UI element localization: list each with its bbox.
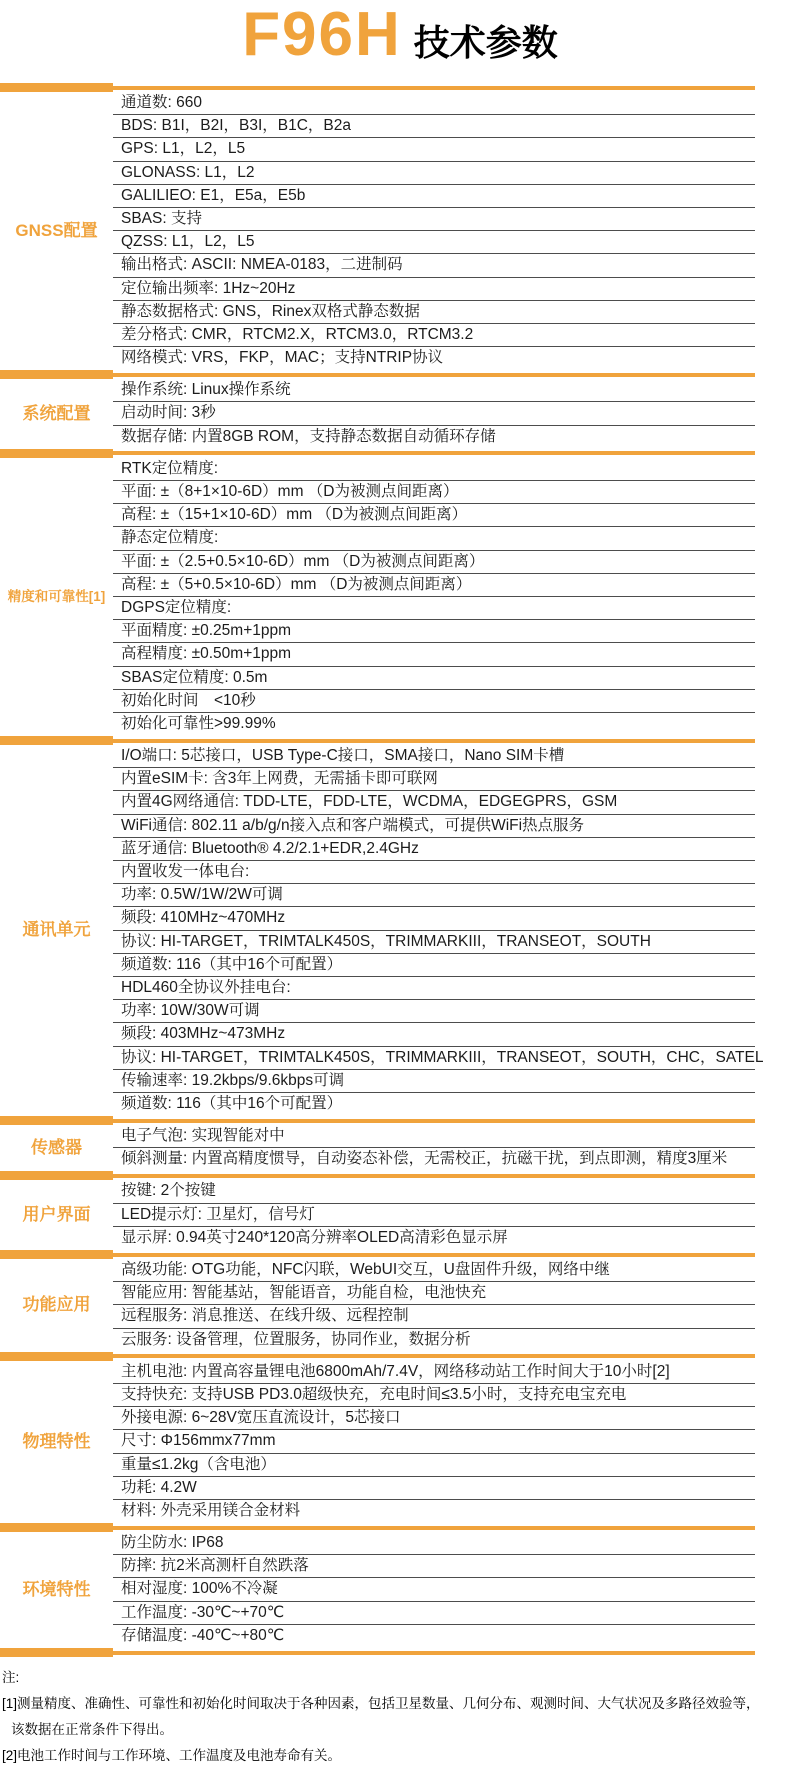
section-label: GNSS配置 xyxy=(15,220,98,240)
spec-row: 协议: HI-TARGET，TRIMTALK450S，TRIMMARKIII，TRANSEOT，SOUTH，CHC，SATEL xyxy=(113,1047,755,1070)
footnotes xyxy=(0,1657,800,1769)
spec-row: 数据存储: 内置8GB ROM，支持静态数据自动循环存储 xyxy=(121,427,496,445)
spec-section xyxy=(0,92,755,370)
divider-thin-segment xyxy=(113,1253,755,1257)
spec-section xyxy=(0,379,755,449)
spec-section xyxy=(0,1259,755,1352)
spec-row: 云服务: 设备管理，位置服务，协同作业，数据分析 xyxy=(121,1330,471,1348)
spec-row: 远程服务: 消息推送、在线升级、远程控制 xyxy=(113,1305,755,1328)
spec-row: 智能应用: 智能基站，智能语音，功能自检，电池快充 xyxy=(113,1282,755,1305)
spec-row: HDL460全协议外挂电台: xyxy=(113,977,755,1000)
spec-row: 初始化时间 <10秒 xyxy=(113,690,755,713)
spec-row: 定位输出频率: 1Hz~20Hz xyxy=(113,278,755,301)
section-divider-bar xyxy=(0,1523,755,1532)
section-rows xyxy=(113,1361,755,1523)
spec-row: 尺寸: Φ156mmx77mm xyxy=(113,1430,755,1453)
section-divider-bar xyxy=(0,370,755,379)
spec-row: 高级功能: OTG功能，NFC闪联，WebUI交互，U盘固件升级，网络中继 xyxy=(113,1259,755,1282)
spec-row: 频道数: 116（其中16个可配置） xyxy=(113,954,755,977)
divider-thick-segment xyxy=(0,1648,113,1657)
divider-thin-segment xyxy=(113,1174,755,1178)
spec-row: SBAS定位精度: 0.5m xyxy=(113,667,755,690)
footnote-line: 该数据在正常条件下得出。 xyxy=(11,1722,173,1737)
divider-thin-segment xyxy=(113,1651,755,1655)
footnotes-heading: 注: xyxy=(2,1670,20,1685)
spec-row: 高程: ±（15+1×10-6D）mm （D为被测点间距离） xyxy=(113,504,755,527)
section-label: 功能应用 xyxy=(22,1295,91,1315)
spec-row: 高程精度: ±0.50m+1ppm xyxy=(113,643,755,666)
divider-thick-segment xyxy=(0,1352,113,1361)
section-divider-bar xyxy=(0,1171,755,1180)
section-rows xyxy=(113,745,764,1116)
spec-row: WiFi通信: 802.11 a/b/g/n接入点和客户端模式，可提供WiFi热点服务 xyxy=(113,815,755,838)
section-label: 传感器 xyxy=(31,1137,82,1157)
spec-row: 启动时间: 3秒 xyxy=(113,402,755,425)
spec-row: 功率: 0.5W/1W/2W可调 xyxy=(113,884,755,907)
divider-thick-segment xyxy=(0,736,113,745)
footnote-line: [2]电池工作时间与工作环境、工作温度及电池寿命有关。 xyxy=(2,1748,342,1763)
spec-section xyxy=(0,1361,755,1523)
divider-thin-segment xyxy=(113,451,755,455)
section-divider-bar xyxy=(0,1352,755,1361)
spec-row: 内置收发一体电台: xyxy=(113,861,755,884)
spec-row: 协议: HI-TARGET，TRIMTALK450S，TRIMMARKIII，TRANSEOT，SOUTH xyxy=(113,931,755,954)
spec-row: 按键: 2个按键 xyxy=(113,1180,755,1203)
spec-row: 材料: 外壳采用镁合金材料 xyxy=(121,1501,301,1519)
spec-row: GLONASS: L1，L2 xyxy=(113,162,755,185)
spec-row: 频段: 403MHz~473MHz xyxy=(113,1023,755,1046)
spec-row: 支持快充: 支持USB PD3.0超级快充，充电时间≤3.5小时，支持充电宝充电 xyxy=(113,1384,755,1407)
spec-row: GALILIEO: E1，E5a，E5b xyxy=(113,185,755,208)
spec-row: 主机电池: 内置高容量锂电池6800mAh/7.4V，网络移动站工作时间大于10小时[2] xyxy=(113,1361,755,1384)
section-rows xyxy=(113,458,755,736)
section-divider-bar xyxy=(0,83,755,92)
spec-row: RTK定位精度: xyxy=(113,458,755,481)
divider-thin-segment xyxy=(113,86,755,90)
spec-row: 相对湿度: 100%不冷凝 xyxy=(113,1578,755,1601)
section-label: 通讯单元 xyxy=(22,920,91,940)
divider-thick-segment xyxy=(0,1116,113,1125)
spec-row: 防摔: 抗2米高测杆自然跌落 xyxy=(113,1555,755,1578)
section-label: 系统配置 xyxy=(22,403,91,423)
spec-row: 倾斜测量: 内置高精度惯导，自动姿态补偿，无需校正，抗磁干扰，到点即测，精度3厘米 xyxy=(121,1150,728,1168)
divider-thin-segment xyxy=(113,373,755,377)
section-label: 环境特性 xyxy=(22,1579,91,1599)
spec-row: 操作系统: Linux操作系统 xyxy=(113,379,755,402)
spec-row: 差分格式: CMR，RTCM2.X，RTCM3.0，RTCM3.2 xyxy=(113,324,755,347)
divider-thin-segment xyxy=(113,1119,755,1123)
spec-row: 平面精度: ±0.25m+1ppm xyxy=(113,620,755,643)
footnote-line: [1]测量精度、准确性、可靠性和初始化时间取决于各种因素，包括卫星数量、几何分布、观测时间、大气状况及多路径效验等， xyxy=(2,1696,760,1711)
spec-row: 存储温度: -40℃~+80℃ xyxy=(121,1626,285,1644)
section-divider-bar xyxy=(0,1116,755,1125)
spec-section xyxy=(0,1125,755,1171)
spec-row: 输出格式: ASCII: NMEA-0183，二进制码 xyxy=(113,254,755,277)
spec-row: 频道数: 116（其中16个可配置） xyxy=(121,1094,343,1112)
spec-row: 平面: ±（8+1×10-6D）mm （D为被测点间距离） xyxy=(113,481,755,504)
spec-section xyxy=(0,745,764,1116)
section-divider-bar xyxy=(0,1648,755,1657)
spec-row: GPS: L1，L2，L5 xyxy=(113,138,755,161)
spec-row: 频段: 410MHz~470MHz xyxy=(113,907,755,930)
spec-row: 静态数据格式: GNS，Rinex双格式静态数据 xyxy=(113,301,755,324)
divider-thin-segment xyxy=(113,739,755,743)
spec-row: 工作温度: -30℃~+70℃ xyxy=(113,1602,755,1625)
spec-table xyxy=(0,83,764,1657)
section-label: 物理特性 xyxy=(22,1431,91,1451)
divider-thick-segment xyxy=(0,370,113,379)
spec-section xyxy=(0,1532,755,1648)
divider-thick-segment xyxy=(0,1523,113,1532)
page-title xyxy=(0,0,800,83)
spec-row: 网络模式: VRS，FKP，MAC；支持NTRIP协议 xyxy=(121,349,444,367)
spec-row: 通道数: 660 xyxy=(113,92,755,115)
section-divider-bar xyxy=(0,449,755,458)
spec-row: SBAS: 支持 xyxy=(113,208,755,231)
divider-thick-segment xyxy=(0,449,113,458)
divider-thick-segment xyxy=(0,1250,113,1259)
section-rows xyxy=(113,92,755,370)
section-label: 精度和可靠性[1] xyxy=(7,588,106,604)
section-rows xyxy=(113,1180,755,1250)
spec-section xyxy=(0,1180,755,1250)
spec-row: 内置4G网络通信: TDD-LTE，FDD-LTE，WCDMA，EDGEGPRS，GSM xyxy=(113,791,755,814)
spec-row: 功耗: 4.2W xyxy=(113,1477,755,1500)
spec-row: 静态定位精度: xyxy=(113,527,755,550)
spec-row: DGPS定位精度: xyxy=(113,597,755,620)
product-model: F96H xyxy=(242,0,402,69)
divider-thin-segment xyxy=(113,1526,755,1530)
section-rows xyxy=(113,379,755,449)
spec-row: 平面: ±（2.5+0.5×10-6D）mm （D为被测点间距离） xyxy=(113,551,755,574)
section-label: 用户界面 xyxy=(22,1204,91,1224)
spec-row: 电子气泡: 实现智能对中 xyxy=(113,1125,755,1148)
divider-thick-segment xyxy=(0,1171,113,1180)
spec-row: BDS: B1I，B2I，B3I，B1C，B2a xyxy=(113,115,755,138)
spec-row: 防尘防水: IP68 xyxy=(113,1532,755,1555)
spec-row: 蓝牙通信: Bluetooth® 4.2/2.1+EDR,2.4GHz xyxy=(113,838,755,861)
divider-thin-segment xyxy=(113,1354,755,1358)
section-rows xyxy=(113,1125,755,1171)
page-title-suffix: 技术参数 xyxy=(413,22,558,63)
spec-row: 重量≤1.2kg（含电池） xyxy=(113,1454,755,1477)
spec-row: 传输速率: 19.2kbps/9.6kbps可调 xyxy=(113,1070,755,1093)
section-rows xyxy=(113,1259,755,1352)
spec-row: 内置eSIM卡: 含3年上网费，无需插卡即可联网 xyxy=(113,768,755,791)
section-rows xyxy=(113,1532,755,1648)
spec-section xyxy=(0,458,755,736)
section-divider-bar xyxy=(0,1250,755,1259)
spec-row: LED提示灯: 卫星灯，信号灯 xyxy=(113,1204,755,1227)
spec-row: 功率: 10W/30W可调 xyxy=(113,1000,755,1023)
section-divider-bar xyxy=(0,736,755,745)
divider-thick-segment xyxy=(0,83,113,92)
spec-row: 初始化可靠性>99.99% xyxy=(121,714,276,732)
spec-row: I/O端口: 5芯接口，USB Type-C接口，SMA接口，Nano SIM卡槽 xyxy=(113,745,755,768)
spec-row: 外接电源: 6~28V宽压直流设计，5芯接口 xyxy=(113,1407,755,1430)
spec-row: QZSS: L1，L2，L5 xyxy=(113,231,755,254)
spec-row: 显示屏: 0.94英寸240*120高分辨率OLED高清彩色显示屏 xyxy=(121,1228,508,1246)
spec-row: 高程: ±（5+0.5×10-6D）mm （D为被测点间距离） xyxy=(113,574,755,597)
